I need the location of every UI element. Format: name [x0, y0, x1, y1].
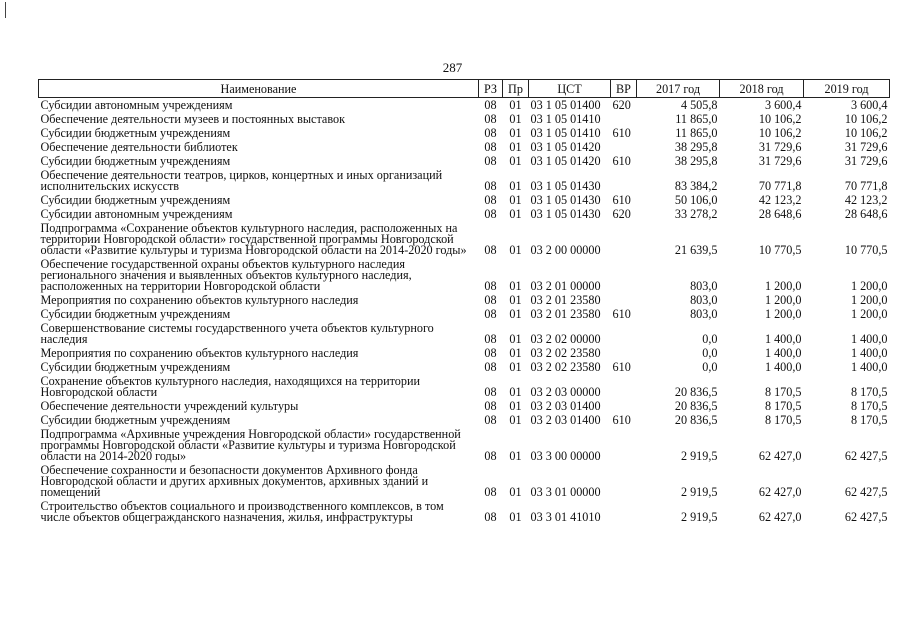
cell-pr: 01: [509, 413, 522, 427]
cell-rz: 08: [484, 98, 497, 112]
cell-name: Субсидии автономным учреждениям: [40, 98, 233, 112]
cell-rz: 08: [484, 207, 497, 221]
cell-y2017: 4 505,8: [680, 98, 718, 112]
cell-name: Сохранение объектов культурного наследия, находящихся на территории Новгородской области: [40, 374, 420, 399]
table-body: [39, 98, 890, 525]
cell-pr: 01: [509, 399, 522, 413]
cell-vr: [611, 427, 637, 463]
cell-y2019: 1 400,0: [850, 360, 888, 374]
cell-rz: 08: [484, 510, 497, 524]
cell-cst: 03 2 03 01400: [530, 399, 601, 413]
cell-cst: 03 1 05 01430: [530, 193, 601, 207]
cell-cst: 03 2 01 23580: [530, 293, 601, 307]
cell-cst: 03 1 05 01400: [530, 98, 601, 112]
cell-y2019: 62 427,5: [844, 449, 888, 463]
cell-y2019: 62 427,5: [844, 485, 888, 499]
cell-y2018: 10 106,2: [758, 112, 802, 126]
cell-y2018: 1 400,0: [764, 360, 802, 374]
cell-y2018: 28 648,6: [758, 207, 802, 221]
cell-y2017: 38 295,8: [674, 140, 718, 154]
cell-rz: 08: [484, 449, 497, 463]
cell-rz: 08: [484, 279, 497, 293]
cell-y2017: 21 639,5: [674, 243, 718, 257]
cell-name: Совершенствование системы государственного учета объектов культурного наследия: [40, 321, 434, 346]
cell-pr: 01: [509, 510, 522, 524]
cell-y2019: 62 427,5: [844, 510, 888, 524]
header-rz: РЗ: [479, 80, 503, 98]
cell-y2017: 20 836,5: [674, 399, 718, 413]
cell-y2019: 31 729,6: [844, 140, 888, 154]
cell-pr: 01: [509, 154, 522, 168]
cell-rz: 08: [484, 360, 497, 374]
cell-rz: 08: [484, 413, 497, 427]
cell-name: Обеспечение государственной охраны объектов культурного наследия регионального значения и выявленных объектов культурного наследия, расположенных на территории Новгородской области: [40, 257, 412, 293]
cell-name: Мероприятия по сохранению объектов культурного наследия: [40, 293, 359, 307]
cell-y2018: 1 200,0: [764, 307, 802, 321]
cell-pr: 01: [509, 193, 522, 207]
cell-name: Обеспечение сохранности и безопасности документов Архивного фонда Новгородской области и других архивных документов, архивных зданий и помещений: [40, 463, 429, 499]
header-pr: Пр: [503, 80, 529, 98]
cell-vr: [611, 374, 637, 399]
table-row: [39, 221, 890, 257]
cell-y2018: 10 106,2: [758, 126, 802, 140]
cell-y2019: 1 200,0: [850, 279, 888, 293]
cell-pr: 01: [509, 360, 522, 374]
cell-rz: 08: [484, 154, 497, 168]
header-2019: 2019 год: [804, 80, 890, 98]
cell-cst: 03 1 05 01420: [530, 154, 601, 168]
cell-pr: 01: [509, 140, 522, 154]
cell-y2018: 8 170,5: [764, 413, 802, 427]
header-cst: ЦСТ: [529, 80, 611, 98]
cell-rz: 08: [484, 126, 497, 140]
cell-y2017: 83 384,2: [674, 179, 718, 193]
cell-cst: 03 1 05 01410: [530, 112, 601, 126]
cell-y2017: 20 836,5: [674, 385, 718, 399]
cell-pr: 01: [509, 449, 522, 463]
cell-pr: 01: [509, 243, 522, 257]
cell-rz: 08: [484, 385, 497, 399]
cell-rz: 08: [484, 332, 497, 346]
cell-name: Субсидии бюджетным учреждениям: [40, 307, 231, 321]
cell-name: Обеспечение деятельности музеев и постоянных выставок: [40, 112, 346, 126]
cell-y2017: 803,0: [690, 279, 718, 293]
cell-rz: 08: [484, 346, 497, 360]
cell-vr: 620: [612, 207, 631, 221]
cell-y2019: 1 400,0: [850, 332, 888, 346]
cell-y2017: 2 919,5: [680, 449, 718, 463]
cell-vr: 610: [612, 154, 631, 168]
cell-y2019: 31 729,6: [844, 154, 888, 168]
cell-y2018: 62 427,0: [758, 485, 802, 499]
cell-cst: 03 3 01 41010: [530, 510, 601, 524]
cell-y2019: 42 123,2: [844, 193, 888, 207]
table-row: [39, 307, 890, 321]
cell-y2017: 0,0: [702, 332, 718, 346]
cell-y2018: 62 427,0: [758, 510, 802, 524]
cell-cst: 03 2 02 23580: [530, 346, 601, 360]
cell-pr: 01: [509, 126, 522, 140]
cell-vr: 610: [612, 307, 631, 321]
cell-y2018: 62 427,0: [758, 449, 802, 463]
cell-y2019: 28 648,6: [844, 207, 888, 221]
table-row: [39, 154, 890, 168]
cell-y2018: 42 123,2: [758, 193, 802, 207]
cell-pr: 01: [509, 485, 522, 499]
cell-vr: [611, 257, 637, 293]
cell-y2017: 803,0: [690, 293, 718, 307]
cell-vr: 610: [612, 126, 631, 140]
cell-y2018: 31 729,6: [758, 140, 802, 154]
cell-y2018: 1 400,0: [764, 332, 802, 346]
table-row: [39, 321, 890, 346]
table-row: [39, 499, 890, 524]
table-row: [39, 207, 890, 221]
cell-vr: 620: [612, 98, 631, 112]
cell-name: Строительство объектов социального и производственного комплексов, в том числе объектов общегражданского назначения, жилья, инфраструктуры: [40, 499, 444, 524]
cell-name: Субсидии автономным учреждениям: [40, 207, 233, 221]
cell-y2019: 1 200,0: [850, 307, 888, 321]
cell-pr: 01: [509, 385, 522, 399]
cell-y2017: 11 865,0: [675, 126, 718, 140]
table-row: [39, 427, 890, 463]
cell-y2017: 50 106,0: [674, 193, 718, 207]
cell-cst: 03 2 02 23580: [530, 360, 601, 374]
table-row: [39, 463, 890, 499]
table-row: [39, 293, 890, 307]
table-row: [39, 193, 890, 207]
cell-y2017: 11 865,0: [675, 112, 718, 126]
cell-y2019: 8 170,5: [850, 385, 888, 399]
cell-vr: [611, 293, 637, 307]
cell-vr: [611, 346, 637, 360]
cell-cst: 03 2 03 00000: [530, 385, 601, 399]
cell-vr: [611, 168, 637, 193]
cell-vr: [611, 321, 637, 346]
cell-cst: 03 2 03 01400: [530, 413, 601, 427]
header-vr: ВР: [611, 80, 637, 98]
cell-vr: 610: [612, 360, 631, 374]
cell-y2019: 10 770,5: [844, 243, 888, 257]
cell-name: Субсидии бюджетным учреждениям: [40, 360, 231, 374]
cell-rz: 08: [484, 179, 497, 193]
cell-y2017: 33 278,2: [674, 207, 718, 221]
cell-vr: [611, 399, 637, 413]
cell-cst: 03 2 01 00000: [530, 279, 601, 293]
cell-y2018: 70 771,8: [758, 179, 802, 193]
cell-cst: 03 1 05 01430: [530, 207, 601, 221]
table-row: [39, 413, 890, 427]
table-row: [39, 112, 890, 126]
cell-cst: 03 1 05 01420: [530, 140, 601, 154]
cell-name: Субсидии бюджетным учреждениям: [40, 126, 231, 140]
cell-rz: 08: [484, 485, 497, 499]
cell-vr: [611, 499, 637, 524]
cell-y2017: 803,0: [690, 307, 718, 321]
cell-y2018: 3 600,4: [764, 98, 802, 112]
table-row: [39, 346, 890, 360]
cell-name: Подпрограмма «Архивные учреждения Новгородской области» государственной программы Новгородской области «Развитие культуры и туризма Новгородской области на 2014-2020 годы»: [40, 427, 461, 463]
edge-mark: [5, 2, 6, 18]
cell-y2018: 10 770,5: [758, 243, 802, 257]
cell-vr: [611, 221, 637, 257]
cell-y2017: 0,0: [702, 346, 718, 360]
cell-y2019: 8 170,5: [850, 413, 888, 427]
cell-y2018: 31 729,6: [758, 154, 802, 168]
table-row: [39, 374, 890, 399]
cell-y2018: 8 170,5: [764, 385, 802, 399]
table-row: [39, 399, 890, 413]
cell-cst: 03 1 05 01410: [530, 126, 601, 140]
cell-cst: 03 3 00 00000: [530, 449, 601, 463]
cell-y2017: 2 919,5: [680, 485, 718, 499]
cell-pr: 01: [509, 307, 522, 321]
cell-vr: [611, 463, 637, 499]
header-2018: 2018 год: [720, 80, 804, 98]
header-name: Наименование: [39, 80, 479, 98]
cell-rz: 08: [484, 399, 497, 413]
cell-vr: 610: [612, 193, 631, 207]
cell-y2019: 1 400,0: [850, 346, 888, 360]
cell-name: Субсидии бюджетным учреждениям: [40, 154, 231, 168]
cell-y2017: 0,0: [702, 360, 718, 374]
cell-y2017: 38 295,8: [674, 154, 718, 168]
cell-y2019: 10 106,2: [844, 112, 888, 126]
cell-name: Субсидии бюджетным учреждениям: [40, 413, 231, 427]
cell-rz: 08: [484, 140, 497, 154]
cell-cst: 03 2 02 00000: [530, 332, 601, 346]
cell-y2018: 8 170,5: [764, 399, 802, 413]
cell-rz: 08: [484, 243, 497, 257]
cell-cst: 03 2 01 23580: [530, 307, 601, 321]
table-row: [39, 257, 890, 293]
cell-pr: 01: [509, 112, 522, 126]
cell-y2019: 10 106,2: [844, 126, 888, 140]
cell-name: Обеспечение деятельности учреждений культуры: [40, 399, 299, 413]
cell-name: Подпрограмма «Сохранение объектов культурного наследия, расположенных на территории Новгородской области» государственной программы Новгородской области «Развитие культуры и туризма Новгородской области на 2014-2020 годы»: [40, 221, 467, 257]
cell-y2018: 1 400,0: [764, 346, 802, 360]
cell-vr: [611, 140, 637, 154]
cell-pr: 01: [509, 207, 522, 221]
cell-rz: 08: [484, 112, 497, 126]
cell-pr: 01: [509, 332, 522, 346]
cell-vr: 610: [612, 413, 631, 427]
cell-rz: 08: [484, 293, 497, 307]
cell-vr: [611, 112, 637, 126]
table-row: [39, 98, 890, 113]
header-2017: 2017 год: [637, 80, 720, 98]
cell-rz: 08: [484, 193, 497, 207]
cell-y2019: 70 771,8: [844, 179, 888, 193]
cell-y2019: 1 200,0: [850, 293, 888, 307]
cell-y2018: 1 200,0: [764, 279, 802, 293]
cell-pr: 01: [509, 279, 522, 293]
cell-rz: 08: [484, 307, 497, 321]
cell-cst: 03 2 00 00000: [530, 243, 601, 257]
cell-name: Обеспечение деятельности театров, цирков, концертных и иных организаций исполнительских искусств: [40, 168, 443, 193]
cell-pr: 01: [509, 346, 522, 360]
cell-pr: 01: [509, 179, 522, 193]
cell-y2019: 3 600,4: [850, 98, 888, 112]
cell-pr: 01: [509, 293, 522, 307]
cell-y2018: 1 200,0: [764, 293, 802, 307]
cell-y2017: 2 919,5: [680, 510, 718, 524]
budget-table: [38, 79, 890, 524]
page-number: 287: [442, 60, 463, 75]
cell-name: Обеспечение деятельности библиотек: [40, 140, 238, 154]
cell-y2017: 20 836,5: [674, 413, 718, 427]
cell-cst: 03 3 01 00000: [530, 485, 601, 499]
table-header-row: [39, 80, 890, 98]
table-row: [39, 168, 890, 193]
table-row: [39, 360, 890, 374]
cell-pr: 01: [509, 98, 522, 112]
cell-y2019: 8 170,5: [850, 399, 888, 413]
cell-cst: 03 1 05 01430: [530, 179, 601, 193]
table-row: [39, 126, 890, 140]
cell-name: Субсидии бюджетным учреждениям: [40, 193, 231, 207]
cell-name: Мероприятия по сохранению объектов культурного наследия: [40, 346, 359, 360]
table-row: [39, 140, 890, 154]
